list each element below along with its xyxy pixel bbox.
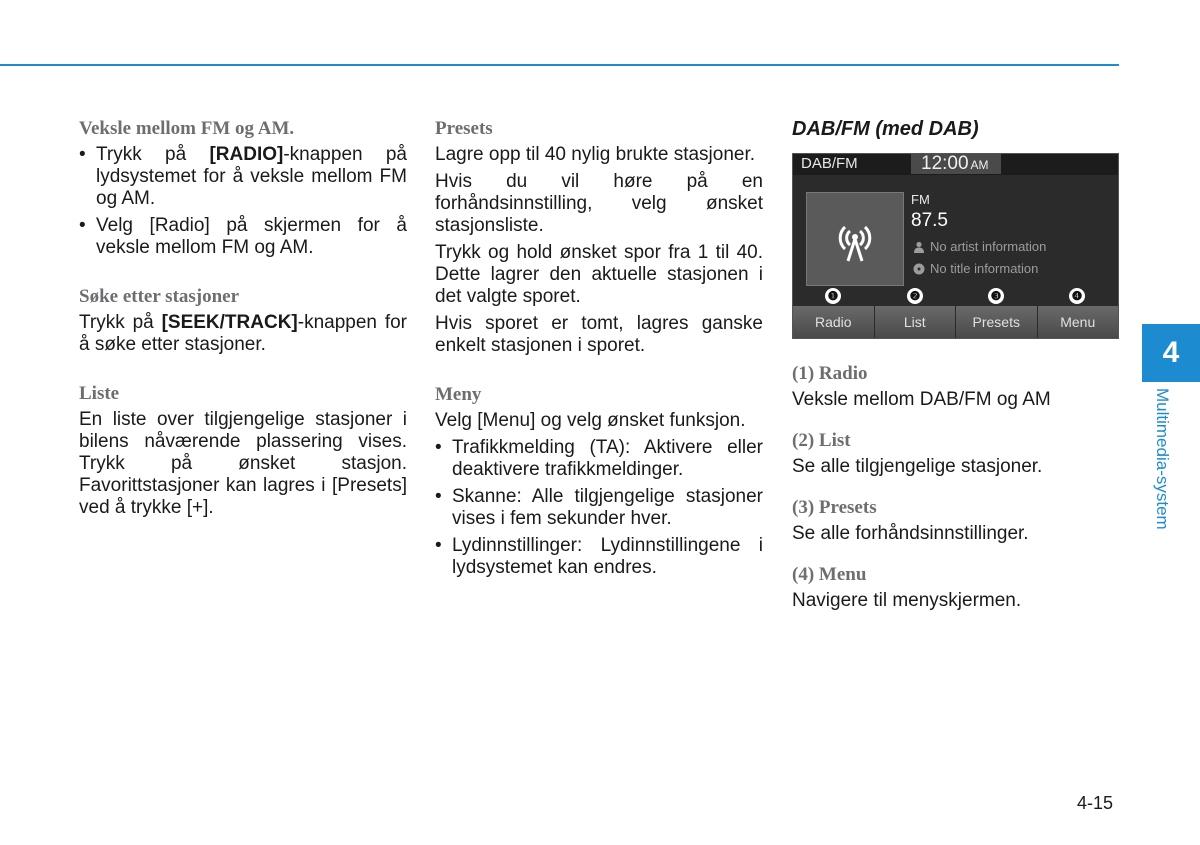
chapter-number-tab: 4 xyxy=(1142,324,1200,382)
screen-mode-label: DAB/FM xyxy=(801,155,858,172)
list-item xyxy=(79,144,407,210)
presets-paragraph-3: Trykk og hold ønsket spor fra 1 til 40. Dette lagrer den aktuelle stasjonen i det valgte sporet. xyxy=(435,242,763,307)
artist-row xyxy=(913,239,1046,254)
title-row xyxy=(913,261,1038,276)
radio-screen xyxy=(792,153,1119,339)
list-item: • Velg [Radio] på skjermen for å veksle mellom FM og AM. xyxy=(79,215,407,259)
heading-menu: Meny xyxy=(435,384,482,405)
disc-icon xyxy=(913,263,925,275)
column-1 xyxy=(79,118,407,524)
presets-paragraph-1: Lagre opp til 40 nylig brukte stasjoner. xyxy=(435,144,756,165)
legend-label-3: (3) Presets xyxy=(792,497,877,518)
section-title: DAB/FM (med DAB) xyxy=(792,118,979,140)
list-item: • Skanne: Alle tilgjengelige stasjoner vises i fem sekunder hver. xyxy=(435,486,763,530)
clock-time: 12:00 xyxy=(921,153,969,174)
seek-key-label: [SEEK/TRACK] xyxy=(161,312,298,333)
column-2 xyxy=(435,118,763,584)
clock-ampm: AM xyxy=(970,158,989,172)
presets-button[interactable]: Presets xyxy=(956,306,1038,339)
legend-text-1: Veksle mellom DAB/FM og AM xyxy=(792,389,1051,410)
legend-label-1: (1) Radio xyxy=(792,363,868,384)
radio-button[interactable]: Radio xyxy=(793,306,875,339)
text: Trykk på xyxy=(79,312,162,333)
marker-3: ❸ xyxy=(988,288,1004,304)
marker-1: ❶ xyxy=(825,288,841,304)
heading-list: Liste xyxy=(79,383,120,404)
frequency-display: 87.5 xyxy=(911,210,948,231)
screen-legend xyxy=(792,363,1120,612)
legend-text-4: Navigere til menyskjermen. xyxy=(792,590,1022,611)
screen-button-bar xyxy=(793,306,1118,339)
list-item: • Trafikkmelding (TA): Aktivere eller deaktivere trafikkmeldinger. xyxy=(435,437,763,481)
menu-button[interactable]: Menu xyxy=(1038,306,1119,339)
title-text: No title information xyxy=(930,261,1039,276)
legend-text-3: Se alle forhåndsinnstillinger. xyxy=(792,523,1029,544)
header-rule xyxy=(0,64,1119,66)
marker-4: ❹ xyxy=(1069,288,1085,304)
list-paragraph: En liste over tilgjengelige stasjoner i bilens nåværende plassering vises. Trykk på ønsket stasjon. Favorittstasjoner kan lagres i [Presets] ved å trykke [+]. xyxy=(79,409,407,518)
fm-am-list xyxy=(79,144,407,259)
text: -knappen for å søke etter stasjoner. xyxy=(79,312,408,355)
legend-label-4: (4) Menu xyxy=(792,564,867,585)
radio-key-label: [RADIO] xyxy=(209,144,284,165)
menu-list xyxy=(435,437,763,579)
marker-2: ❷ xyxy=(907,288,923,304)
text: Trykk på xyxy=(96,144,210,165)
heading-search: Søke etter stasjoner xyxy=(79,286,240,307)
legend-label-2: (2) List xyxy=(792,430,851,451)
heading-fm-am: Veksle mellom FM og AM. xyxy=(79,118,295,139)
presets-paragraph-2: Hvis du vil høre på en forhåndsinnstilling, velg ønsket stasjonsliste. xyxy=(435,171,763,236)
search-paragraph xyxy=(79,312,407,356)
chapter-label-text: Multimedia-system xyxy=(1153,388,1172,530)
column-3 xyxy=(792,118,1120,631)
page-number: 4-15 xyxy=(1077,793,1114,813)
artist-text: No artist information xyxy=(930,239,1047,254)
presets-paragraph-4: Hvis sporet er tomt, lagres ganske enkelt stasjonen i sporet. xyxy=(435,313,763,356)
screen-clock xyxy=(911,154,1001,174)
radio-antenna-icon xyxy=(806,192,904,286)
list-button[interactable]: List xyxy=(875,306,957,339)
chapter-label xyxy=(1150,388,1180,548)
menu-paragraph: Velg [Menu] og velg ønsket funksjon. xyxy=(435,410,746,431)
text: -knappen på lydsystemet for å veksle mellom FM og AM. xyxy=(96,144,407,209)
person-icon xyxy=(913,241,925,253)
list-item: • Lydinnstillinger: Lydinnstillingene i lydsystemet kan endres. xyxy=(435,535,763,579)
heading-presets: Presets xyxy=(435,118,493,139)
band-label: FM xyxy=(911,192,930,207)
legend-text-2: Se alle tilgjengelige stasjoner. xyxy=(792,456,1043,477)
